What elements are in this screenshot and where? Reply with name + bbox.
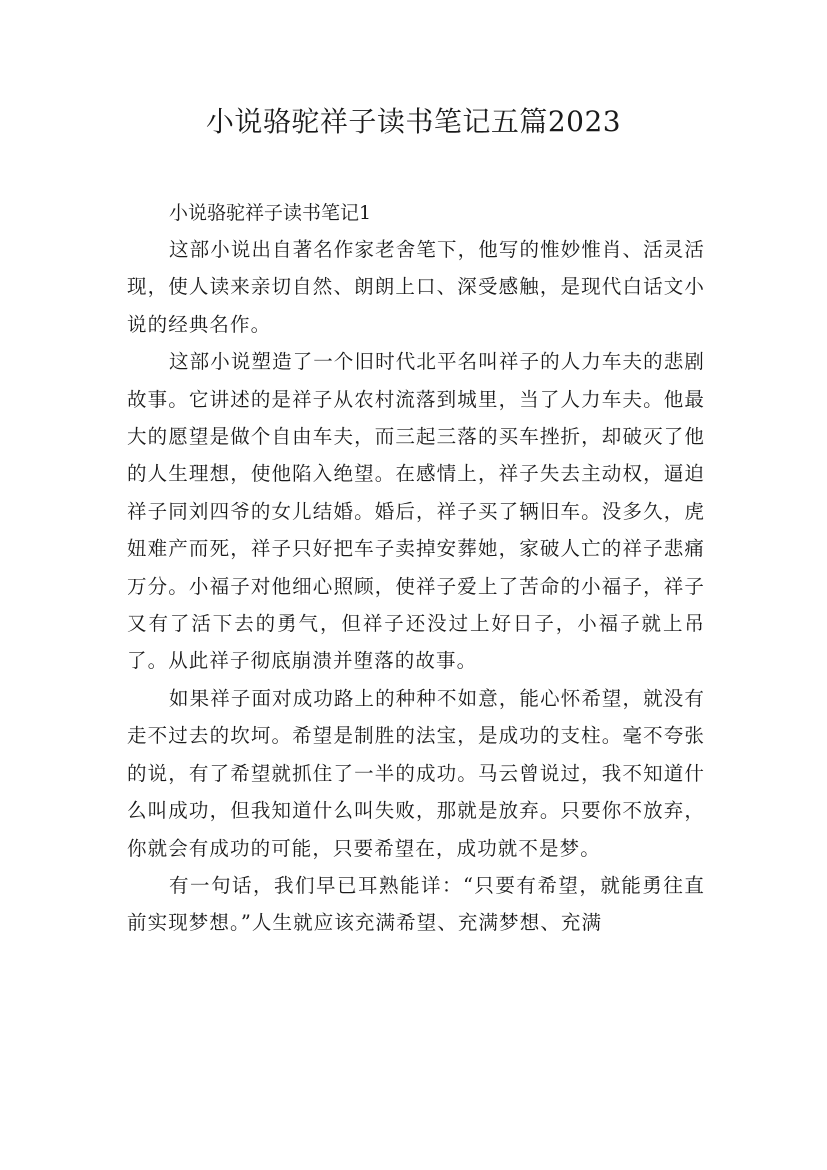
paragraph: 如果祥子面对成功路上的种种不如意，能心怀希望，就没有走不过去的坎坷。希望是制胜的法宝，是成功的支柱。毫不夸张的说，有了希望就抓住了一半的成功。马云曾说过，我不知道什么叫成功，但我知道什么叫失败，那就是放弃。只要你不放弃，你就会有成功的可能，只要希望在，成功就不是梦。 (127, 686, 705, 860)
document-title: 小说骆驼祥子读书笔记五篇2023 (205, 105, 622, 138)
document-body (127, 196, 705, 942)
paragraph: 这部小说塑造了一个旧时代北平名叫祥子的人力车夫的悲剧故事。它讲述的是祥子从农村流落到城里，当了人力车夫。他最大的愿望是做个自由车夫，而三起三落的买车挫折，却破灭了他的人生理想，使他陷入绝望。在感情上，祥子失去主动权，逼迫祥子同刘四爷的女儿结婚。婚后，祥子买了辆旧车。没多久，虎妞难产而死，祥子只好把车子卖掉安葬她，家破人亡的祥子悲痛万分。小福子对他细心照顾，使祥子爱上了苦命的小福子，祥子又有了活下去的勇气，但祥子还没过上好日子，小福子就上吊了。从此祥子彻底崩溃并堕落的故事。 (127, 350, 705, 673)
paragraph: 这部小说出自著名作家老舍笔下，他写的惟妙惟肖、活灵活现，使人读来亲切自然、朗朗上口、深受感触，是现代白话文小说的经典名作。 (127, 238, 705, 336)
paragraph: 有一句话，我们早已耳熟能详：“只要有希望，就能勇往直前实现梦想。”人生就应该充满希望、充满梦想、充满 (127, 873, 705, 935)
section-heading: 小说骆驼祥子读书笔记1 (169, 202, 372, 224)
